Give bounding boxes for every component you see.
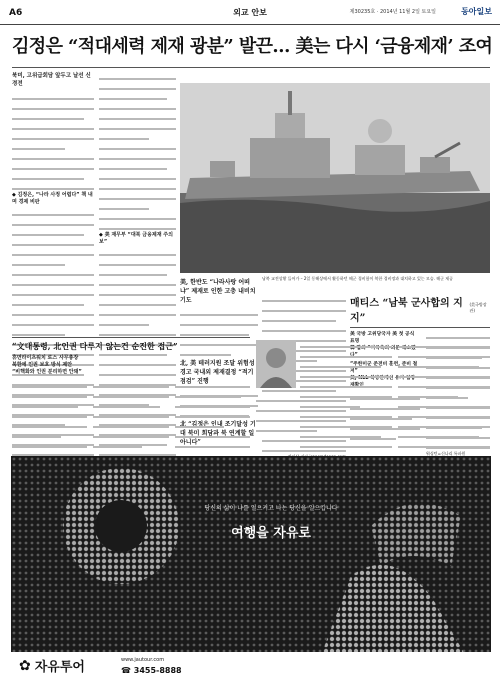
- opinion-col-5: [398, 340, 490, 466]
- side-deck-4: 美, NLL 북방한계선 유지 입장 재확인: [350, 376, 416, 388]
- opinion-deck-1: 휴먼라이츠워치 로스 사무총장: [12, 355, 79, 361]
- ad-brand-block[interactable]: [19, 656, 85, 675]
- side-article-subtitle: (美국방장관): [469, 302, 487, 313]
- ad-brand: 자유투어: [34, 660, 85, 675]
- opinion-article: [12, 340, 250, 460]
- photo-caption: 남북 교전상황 들어가 – 2일 동해상에서 활동하던 해군 경비함이 북한 경비정과 대치하고 있는 모습. 해군 제공: [262, 276, 454, 281]
- ad-url[interactable]: www.jautour.com: [121, 657, 165, 663]
- page-header: [0, 0, 500, 25]
- side-deck-2: 韓 합의 “미국측의 의문 해소됐다”: [350, 346, 416, 358]
- pull-quote-2: 北, 美 테러지원 조달 위험성 경고 국내외 제재결정 “적기 점검” 진행: [180, 360, 255, 385]
- side-deck-3: “주한미군 준전비 훈련, 준비 철저”: [350, 362, 418, 374]
- opinion-title: “文대통령, 北인권 다루지 않는건 순진한 접근”: [12, 341, 178, 351]
- main-headline: 김정은 “적대세력 제재 광분” 발끈… 美는 다시 ‘금융제재’ 조여: [12, 36, 493, 57]
- lead-deck: 북미, 고위급회담 앞두고 날선 신경전: [12, 73, 91, 87]
- warship-photo: [180, 83, 490, 273]
- ad-phone[interactable]: ☎ 3455-8888: [121, 666, 182, 675]
- opinion-deck-3: “비핵화와 인권 분리하면 안돼”: [12, 369, 82, 375]
- portrait-silhouette: [256, 340, 296, 388]
- interviewee-portrait: [256, 340, 296, 388]
- issue-meta: 제30235호 · 2014년 11월 2일 토요일: [349, 9, 436, 15]
- ship-illustration: [180, 83, 490, 273]
- side-byline: 워싱턴=신나리 특파원: [426, 451, 466, 456]
- opinion-col-portrait-below: [256, 394, 296, 434]
- lead-subhead-1: ◆ 김정은, “나라 사정 어렵다” 책 내며 경제 비판: [12, 192, 93, 205]
- side-deck-1: 美 국방 고위당국자 美 첫 공식 표명: [350, 332, 415, 344]
- ad-background-art: [11, 456, 491, 682]
- pull-quote-3: 北 “김정은 인내 조기달성 기대 북미 회담과 북 연계할 일 아니다”: [180, 421, 256, 446]
- newspaper-logo: 동아일보: [461, 6, 492, 16]
- section-name: 외교 안보: [233, 8, 267, 17]
- side-article-title: 매티스 “남북 군사합의 지지”: [350, 298, 463, 324]
- ad-tagline: 당신의 삶이 나를 일으키고 나는 당신을 일으킵니다: [204, 505, 338, 512]
- opinion-deck-2: 북한에 인권 보호 방식 제안: [12, 362, 73, 368]
- pull-quote-1: 美, 한반도 “나라사랑 어떠냐” 제재로 인한 고충 내비치기도: [180, 279, 256, 304]
- ad-slogan: 여행을 자유로: [231, 526, 311, 541]
- opinion-top-rule: [12, 337, 250, 338]
- opinion-col-4: [300, 340, 392, 460]
- lead-subhead-2: ◆ 美 재무부 “대북 금융제재 주의보”: [99, 232, 173, 245]
- headline-rule: [12, 67, 490, 68]
- page-number: A6: [9, 8, 23, 18]
- advertisement[interactable]: [11, 456, 491, 682]
- brand-flower-icon: ✿: [19, 657, 31, 674]
